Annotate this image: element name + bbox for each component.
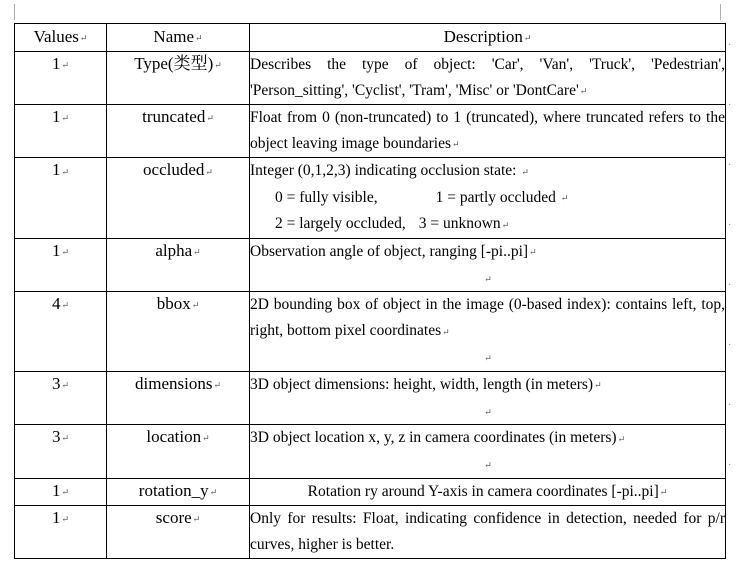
margin-mark: ·	[728, 460, 732, 471]
cell-values: 3↵	[15, 425, 107, 478]
margin-mark: ·	[728, 340, 732, 351]
cell-description	[250, 158, 726, 238]
cell-values: 1↵	[15, 158, 107, 238]
margin-mark: ·	[728, 400, 732, 411]
crop-mark-right	[720, 4, 721, 20]
table-row	[15, 105, 726, 158]
cell-name: rotation_y↵	[107, 478, 250, 505]
header-name: Name↵	[107, 24, 250, 52]
margin-marks	[728, 40, 736, 520]
cell-description: Observation angle of object, ranging [-pi..pi]↵ ↵	[250, 238, 726, 291]
cell-name: truncated↵	[107, 105, 250, 158]
table-row	[15, 51, 726, 104]
margin-mark: ·	[728, 220, 732, 231]
header-description: Description↵	[250, 24, 726, 52]
cell-name: location↵	[107, 425, 250, 478]
cell-name: bbox↵	[107, 292, 250, 371]
margin-mark: ·	[728, 40, 732, 51]
cell-name: score↵	[107, 505, 250, 558]
cell-name: alpha↵	[107, 238, 250, 291]
occlusion-states-2: 2 = largely occluded, 3 = unknown↵	[275, 215, 510, 233]
cell-description: Rotation ry around Y-axis in camera coordinates [-pi..pi]↵	[250, 478, 726, 505]
label-format-table	[14, 23, 726, 559]
table-row	[15, 425, 726, 478]
cell-values: 1↵	[15, 238, 107, 291]
cell-values: 1↵	[15, 51, 107, 104]
table-row	[15, 158, 726, 238]
margin-mark: ·	[728, 160, 732, 171]
cell-values: 1↵	[15, 505, 107, 558]
cell-description: Float from 0 (non-truncated) to 1 (truncated), where truncated refers to the object leaving image boundaries↵	[250, 105, 726, 158]
table-row	[15, 478, 726, 505]
cell-name: dimensions↵	[107, 371, 250, 424]
margin-mark: ·	[728, 280, 732, 291]
cell-values: 4↵	[15, 292, 107, 371]
table-row	[15, 238, 726, 291]
cell-description: 3D object location x, y, z in camera coordinates (in meters)↵ ↵	[250, 425, 726, 478]
occlusion-states-1: 0 = fully visible, 1 = partly occluded ↵	[275, 188, 569, 206]
cell-description: Describes the type of object: 'Car', 'Van', 'Truck', 'Pedestrian', 'Person_sitting', 'Cyclist', 'Tram', 'Misc' or 'DontCare'↵	[250, 51, 726, 104]
table-row	[15, 292, 726, 371]
cell-description: Only for results: Float, indicating confidence in detection, needed for p/r curves, higher is better.	[250, 505, 726, 558]
cell-values: 3↵	[15, 371, 107, 424]
cell-name: occluded↵	[107, 158, 250, 238]
page-top-margin	[0, 0, 736, 22]
cell-values: 1↵	[15, 478, 107, 505]
cell-values: 1↵	[15, 105, 107, 158]
cell-name: Type(类型)↵	[107, 51, 250, 104]
table-row	[15, 505, 726, 558]
margin-mark: ·	[728, 100, 732, 111]
table-row	[15, 371, 726, 424]
occlusion-intro: Integer (0,1,2,3) indicating occlusion state: ↵	[250, 162, 529, 180]
header-values: Values↵	[15, 24, 107, 52]
cell-description: 3D object dimensions: height, width, length (in meters)↵ ↵	[250, 371, 726, 424]
cell-description: 2D bounding box of object in the image (0-based index): contains left, top, right, bottom pixel coordinates↵ ↵	[250, 292, 726, 371]
table-header-row	[15, 24, 726, 52]
crop-mark-left	[14, 4, 15, 20]
